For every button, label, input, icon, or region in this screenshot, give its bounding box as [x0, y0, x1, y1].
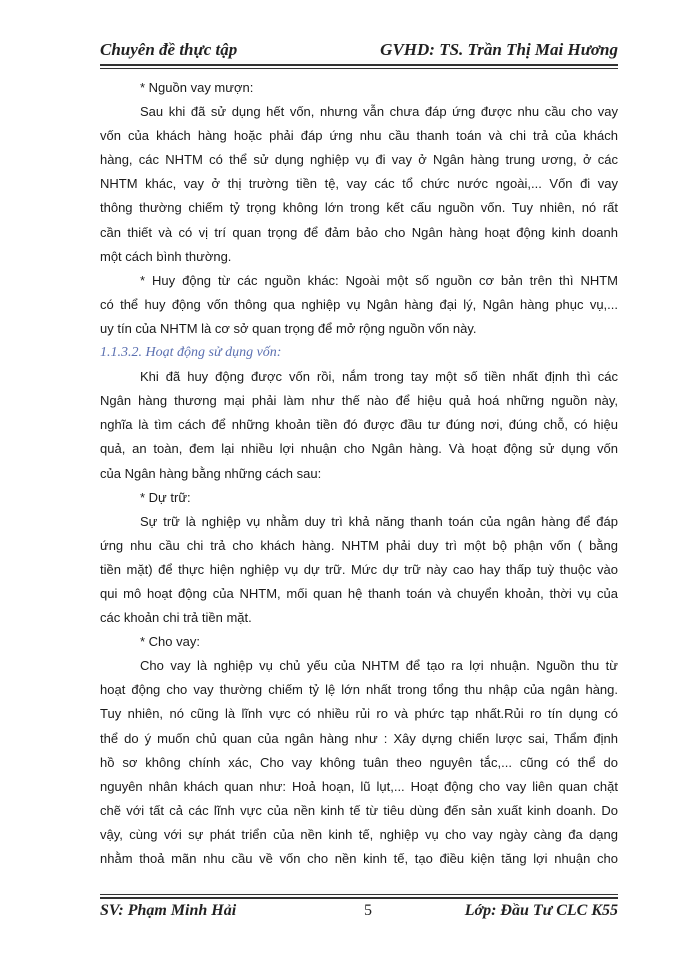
paragraph-line: Ngân hàng thương mại phải làm như thế nào để hiệu quả hoá những nguồn này, [100, 393, 618, 409]
paragraph-line: cần thiết và có vị trí quan trọng để đảm bảo cho Ngân hàng hoạt động kinh doanh [100, 224, 618, 240]
paragraph-line: chẽ với tất cả các lĩnh vực của nền kinh tế từ tiêu dùng đến sản xuất kinh doanh. Do [100, 802, 618, 818]
page-number: 5 [364, 902, 372, 919]
paragraph-line: hồ sơ không chính xác, Cho vay không tuân theo nguyên tắc,... cũng có thể do [100, 754, 618, 770]
paragraph-line: NHTM khác, vay ở thị trường tiền tệ, vay các tổ chức nước ngoài,... Vốn đi vay [100, 176, 618, 192]
paragraph-line: thông thường chiếm tỷ trọng không lớn trong kết cấu nguồn vốn. Tuy nhiên, nó rất [100, 200, 618, 216]
paragraph-line: các khoản chi trả tiền mặt. [100, 610, 252, 626]
footer-rule [100, 897, 618, 899]
paragraph-line: nguyên nhân khách quan như: Hoả hoạn, lũ lụt,... Hoạt động cho vay liên quan chặt [100, 778, 618, 794]
paragraph-line: Sự trữ là nghiệp vụ nhằm duy trì khả năng thanh toán của ngân hàng để đáp [140, 513, 618, 529]
page-header [100, 40, 618, 62]
footer-student: SV: Phạm Minh Hải [100, 902, 237, 919]
page-footer [100, 902, 618, 924]
paragraph-line: vốn của khách hàng hoặc phải đáp ứng nhu cầu thanh toán và chi trả của khách [100, 128, 618, 144]
paragraph-line: * Huy động từ các nguồn khác: Ngoài một số nguồn cơ bản trên thì NHTM [140, 272, 618, 288]
paragraph-line: hoạt động cho vay thường chiếm tỷ lệ lớn nhất trong tổng thu nhập của ngân hàng. [100, 682, 618, 698]
section-heading: 1.1.3.2. Hoạt động sử dụng vốn: [100, 345, 282, 361]
header-rule [100, 64, 618, 66]
paragraph-line: nhằm thoả mãn nhu cầu về vốn cho nền kinh tế, tạo điều kiện tăng lợi nhuận cho [100, 851, 618, 866]
bullet-heading: * Dự trữ: [140, 489, 191, 505]
paragraph-line: có thể huy động vốn thông qua nghiệp vụ Ngân hàng đại lý, Ngân hàng phục vụ,... [100, 296, 618, 312]
header-title: Chuyên đề thực tập [100, 40, 238, 59]
header-advisor: GVHD: TS. Trần Thị Mai Hương [380, 40, 618, 59]
footer-rule-thin [100, 894, 618, 895]
paragraph-line: nghĩa là tìm cách để những khoản tiền đó được đầu tư đúng nơi, đúng chỗ, có hiệu [100, 417, 618, 433]
paragraph-line: của Ngân hàng bằng những cách sau: [100, 465, 322, 481]
paragraph-line: ứng nhu cầu chi trả cho khách hàng. NHTM phải duy trì một bộ phận vốn ( bằng [100, 537, 618, 553]
paragraph-line: qui mô hoạt động của NHTM, mối quan hệ thanh toán và chuyển khoản, thời vụ của [100, 585, 618, 601]
paragraph-line: một cách bình thường. [100, 248, 232, 264]
paragraph-line: vậy, cùng với sự phát triển của nền kinh tế, nghiệp vụ cho vay ngày càng đa dạng [100, 826, 618, 842]
bullet-heading: * Nguồn vay mượn: [140, 80, 254, 95]
paragraph-line: hàng, các NHTM có thể sử dụng nghiệp vụ đi vay ở Ngân hàng trung ương, ở các [100, 152, 618, 168]
paragraph-line: quả, an toàn, đem lại nhiều lợi nhuận cho Ngân hàng. Và hoạt động sử dụng vốn [100, 441, 618, 457]
paragraph-line: tiền mặt) để thực hiện nghiệp vụ dự trữ. Mức dự trữ này cao hay thấp tuỳ thuộc vào [100, 561, 618, 577]
paragraph-line: uy tín của NHTM là cơ sở quan trọng để mở rộng nguồn vốn này. [100, 320, 477, 336]
bullet-heading: * Cho vay: [140, 634, 200, 650]
paragraph-line: Sau khi đã sử dụng hết vốn, nhưng vẫn chưa đáp ứng được nhu cầu cho vay [140, 104, 618, 120]
paragraph-line: Khi đã huy động được vốn rồi, nắm trong tay một số tiền nhất định thì các [140, 369, 618, 385]
paragraph-line: thể do ý muốn chủ quan của ngân hàng như : Xây dựng chiến lược sai, Thẩm định [100, 730, 618, 746]
header-rule-thin [100, 68, 618, 69]
footer-class: Lớp: Đầu Tư CLC K55 [464, 902, 618, 919]
paragraph-line: Cho vay là nghiệp vụ chủ yếu của NHTM để tạo ra lợi nhuận. Nguồn thu từ [140, 658, 618, 674]
paragraph-line: Tuy nhiên, nó cũng là lĩnh vực có nhiều rủi ro và phức tạp nhất.Rủi ro tín dụng có [100, 706, 618, 722]
body-text [100, 76, 618, 890]
